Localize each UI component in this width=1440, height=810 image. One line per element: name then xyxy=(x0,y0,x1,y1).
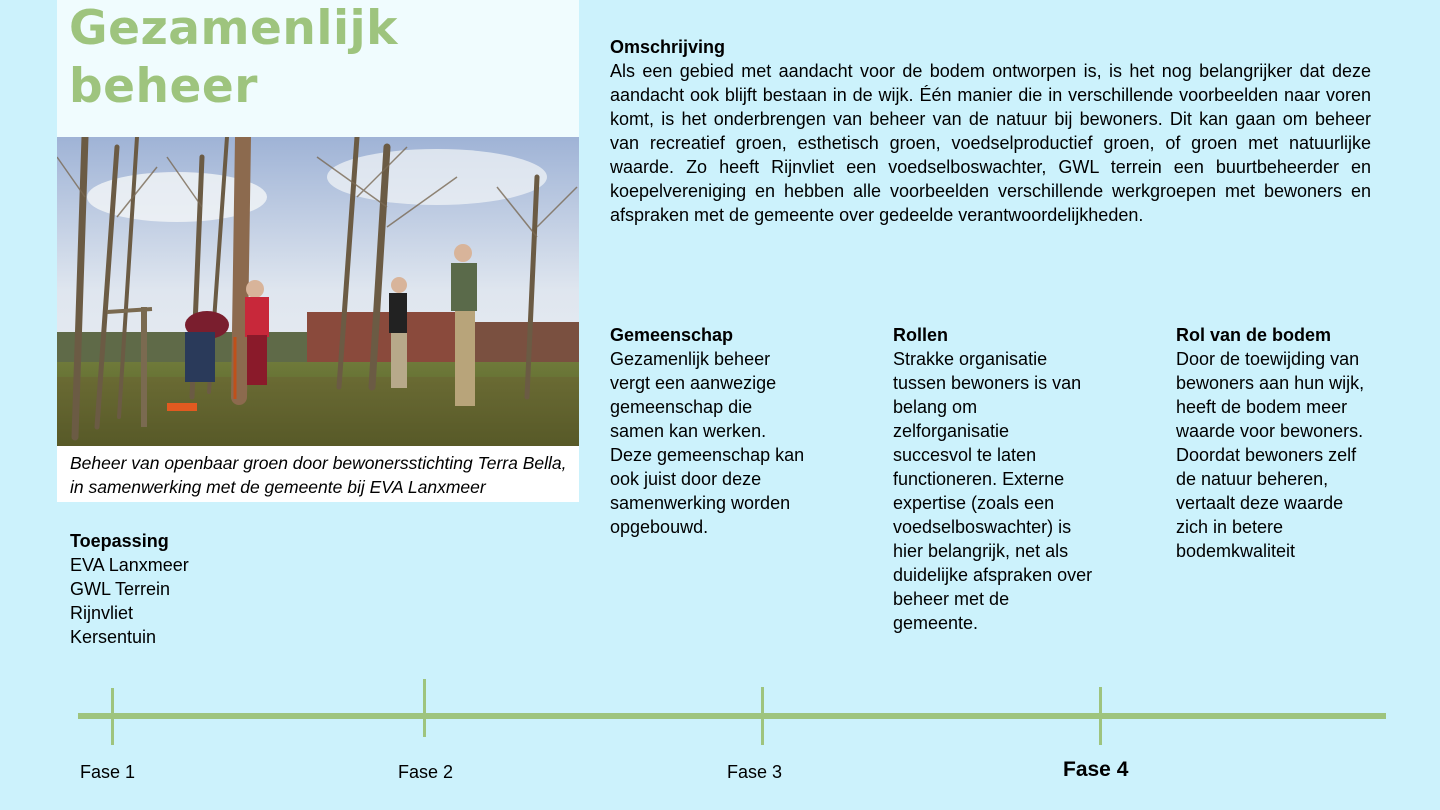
phase-label-1: Fase 1 xyxy=(80,762,136,782)
phase-timeline xyxy=(0,670,1440,770)
column-rol-van-de-bodem xyxy=(1176,323,1376,563)
column-rollen xyxy=(893,323,1093,635)
list-item: GWL Terrein xyxy=(70,579,171,599)
timeline-line xyxy=(78,713,1386,719)
title-line-1: Gezamenlijk xyxy=(69,1,398,56)
column-text: Strakke organisatie tussen bewoners is van belang om zelforganisatie succesvol te laten functioneren. Externe expertise (zoals een voedselboswachter) is hier belangrijk, net als duidelijke afspraken over beheer met de gemeente. xyxy=(893,349,1093,633)
description-section xyxy=(610,35,1371,227)
column-heading: Rollen xyxy=(893,325,949,345)
caption-box xyxy=(57,446,579,502)
page-title xyxy=(69,0,398,116)
column-gemeenschap xyxy=(610,323,810,539)
description-heading: Omschrijving xyxy=(610,37,726,57)
application-heading: Toepassing xyxy=(70,531,169,551)
photo-people-planting-trees xyxy=(57,137,579,446)
timeline-tick xyxy=(423,679,426,737)
list-item: Kersentuin xyxy=(70,627,157,647)
title-line-2: beheer xyxy=(69,59,258,114)
timeline-tick xyxy=(1099,687,1102,745)
list-item: Rijnvliet xyxy=(70,603,134,623)
phase-label-2: Fase 2 xyxy=(398,762,454,782)
phase-label-3: Fase 3 xyxy=(727,762,783,782)
list-item: EVA Lanxmeer xyxy=(70,555,189,575)
column-heading: Gemeenschap xyxy=(610,325,734,345)
column-heading: Rol van de bodem xyxy=(1176,325,1332,345)
column-text: Gezamenlijk beheer vergt een aanwezige gemeenschap die samen kan werken. Deze gemeenschap kan ook juist door deze samenwerking worden opgebouwd. xyxy=(610,349,805,537)
timeline-tick xyxy=(761,687,764,745)
title-box xyxy=(57,0,579,137)
column-text: Door de toewijding van bewoners aan hun wijk, heeft de bodem meer waarde voor bewoners. Doordat bewoners zelf de natuur beheren, vertaalt deze waarde zich in betere bodemkwaliteit xyxy=(1176,349,1365,561)
photo-caption: Beheer van openbaar groen door bewonersstichting Terra Bella, in samenwerking met de gemeente bij EVA Lanxmeer xyxy=(70,453,567,497)
application-section xyxy=(70,529,370,649)
timeline-tick xyxy=(111,688,114,745)
phase-label-4-active: Fase 4 xyxy=(1063,758,1129,781)
description-text: Als een gebied met aandacht voor de bodem ontworpen is, is het nog belangrijker dat deze aandacht ook blijft bestaan in de wijk. Één manier die in verschillende voorbeelden naar voren komt, is het onderbrengen van beheer van de natuur bij bewoners. Dit kan gaan om beheer van recreatief groen, esthetisch groen, voedselproductief groen, of groen met natuurlijke waarde. Zo heeft Rijnvliet een voedselboswachter, GWL terrein een buurtbeheerder en koepelvereniging en hebben alle voorbeelden verschillende werkgroepen met bewoners en afspraken met de gemeente over gedeelde verantwoordelijkheden. xyxy=(610,61,1371,225)
